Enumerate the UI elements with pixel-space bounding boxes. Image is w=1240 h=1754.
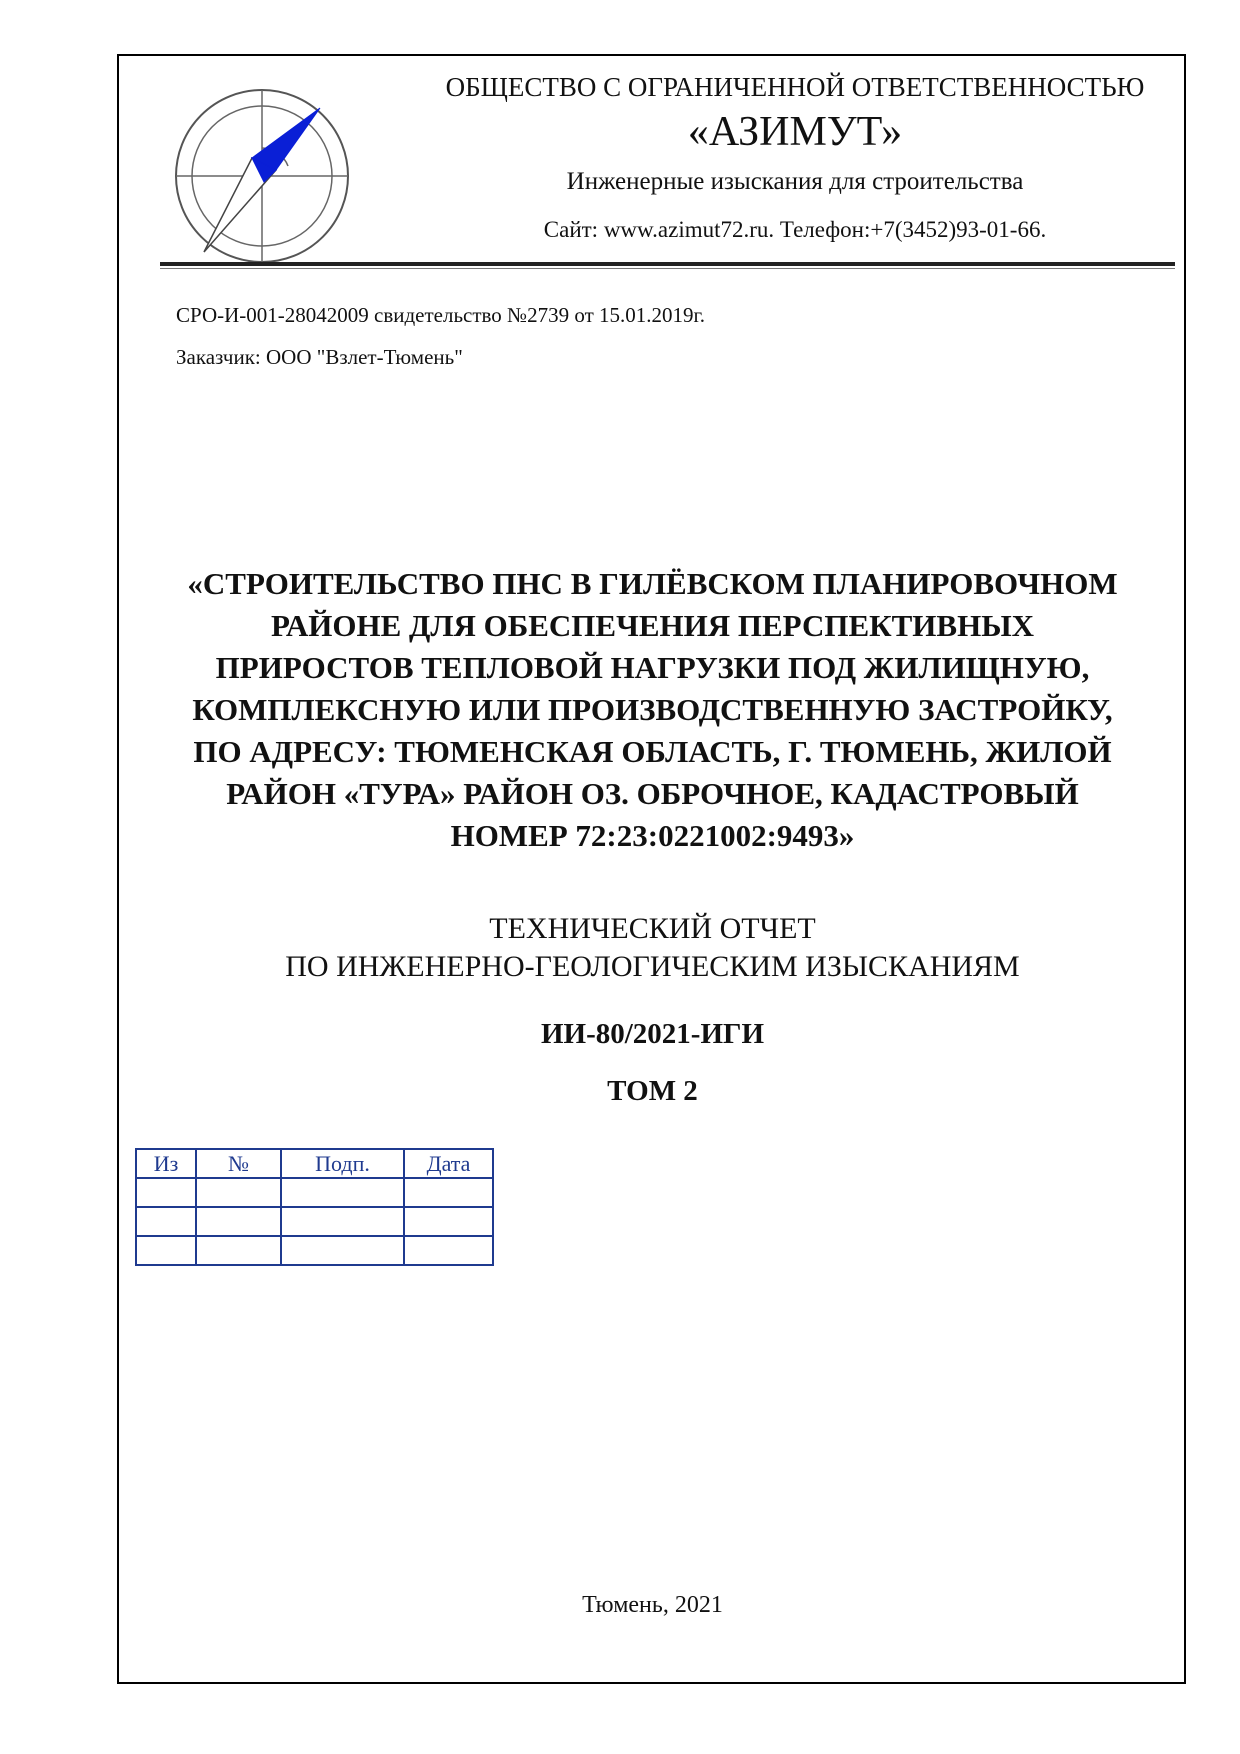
document-code: ИИ-80/2021-ИГИ [540,1018,765,1050]
table-cell [136,1178,196,1207]
volume-number: ТОМ 2 [607,1075,698,1107]
page-frame [117,54,1186,1684]
compass-icon [172,86,352,266]
table-cell [196,1178,281,1207]
company-brand: «АЗИМУТ» [687,109,903,155]
project-title-line: НОМЕР 72:23:0221002:9493» [450,818,855,853]
table-cell [281,1236,404,1265]
table-cell [404,1236,493,1265]
changes-table [135,1148,494,1266]
table-cell [281,1178,404,1207]
report-type-line: ТЕХНИЧЕСКИЙ ОТЧЕТ [489,912,816,945]
project-title-line: РАЙОНЕ ДЛЯ ОБЕСПЕЧЕНИЯ ПЕРСПЕКТИВНЫХ [270,608,1035,643]
table-cell [196,1236,281,1265]
table-row [136,1178,493,1207]
customer-line: Заказчик: ООО "Взлет-Тюмень" [176,345,463,369]
table-cell [404,1178,493,1207]
column-header: Из [136,1149,196,1178]
project-title-line: «СТРОИТЕЛЬСТВО ПНС В ГИЛЁВСКОМ ПЛАНИРОВОЧНОМ [187,566,1118,601]
project-title-line: ПО АДРЕСУ: ТЮМЕНСКАЯ ОБЛАСТЬ, Г. ТЮМЕНЬ, ЖИЛОЙ [193,734,1112,769]
sro-certificate: СРО-И-001-28042009 свидетельство №2739 от 15.01.2019г. [176,303,705,327]
column-header: Подп. [281,1149,404,1178]
company-contacts: Сайт: www.azimut72.ru. Телефон:+7(3452)93-01-66. [543,217,1047,242]
company-subtitle: Инженерные изыскания для строительства [566,168,1024,195]
project-title [145,563,1160,857]
organization-name: ОБЩЕСТВО С ОГРАНИЧЕННОЙ ОТВЕТСТВЕННОСТЬЮ [445,72,1145,102]
column-header: Дата [404,1149,493,1178]
table-row [136,1207,493,1236]
column-header: № [196,1149,281,1178]
header-divider-thin [160,268,1175,269]
table-cell [196,1207,281,1236]
report-type-line: ПО ИНЖЕНЕРНО-ГЕОЛОГИЧЕСКИМ ИЗЫСКАНИЯМ [285,950,1020,983]
table-cell [281,1207,404,1236]
report-type [145,910,1160,986]
table-cell [136,1207,196,1236]
footer-city-year: Тюмень, 2021 [582,1592,723,1618]
project-title-line: РАЙОН «ТУРА» РАЙОН ОЗ. ОБРОЧНОЕ, КАДАСТРОВЫЙ [226,776,1079,811]
table-cell [136,1236,196,1265]
project-title-line: ПРИРОСТОВ ТЕПЛОВОЙ НАГРУЗКИ ПОД ЖИЛИЩНУЮ, [215,650,1090,685]
table-row [136,1236,493,1265]
changes-table-header [136,1149,493,1178]
table-cell [404,1207,493,1236]
project-title-line: КОМПЛЕКСНУЮ ИЛИ ПРОИЗВОДСТВЕННУЮ ЗАСТРОЙКУ, [192,692,1113,727]
header-divider [160,262,1175,266]
